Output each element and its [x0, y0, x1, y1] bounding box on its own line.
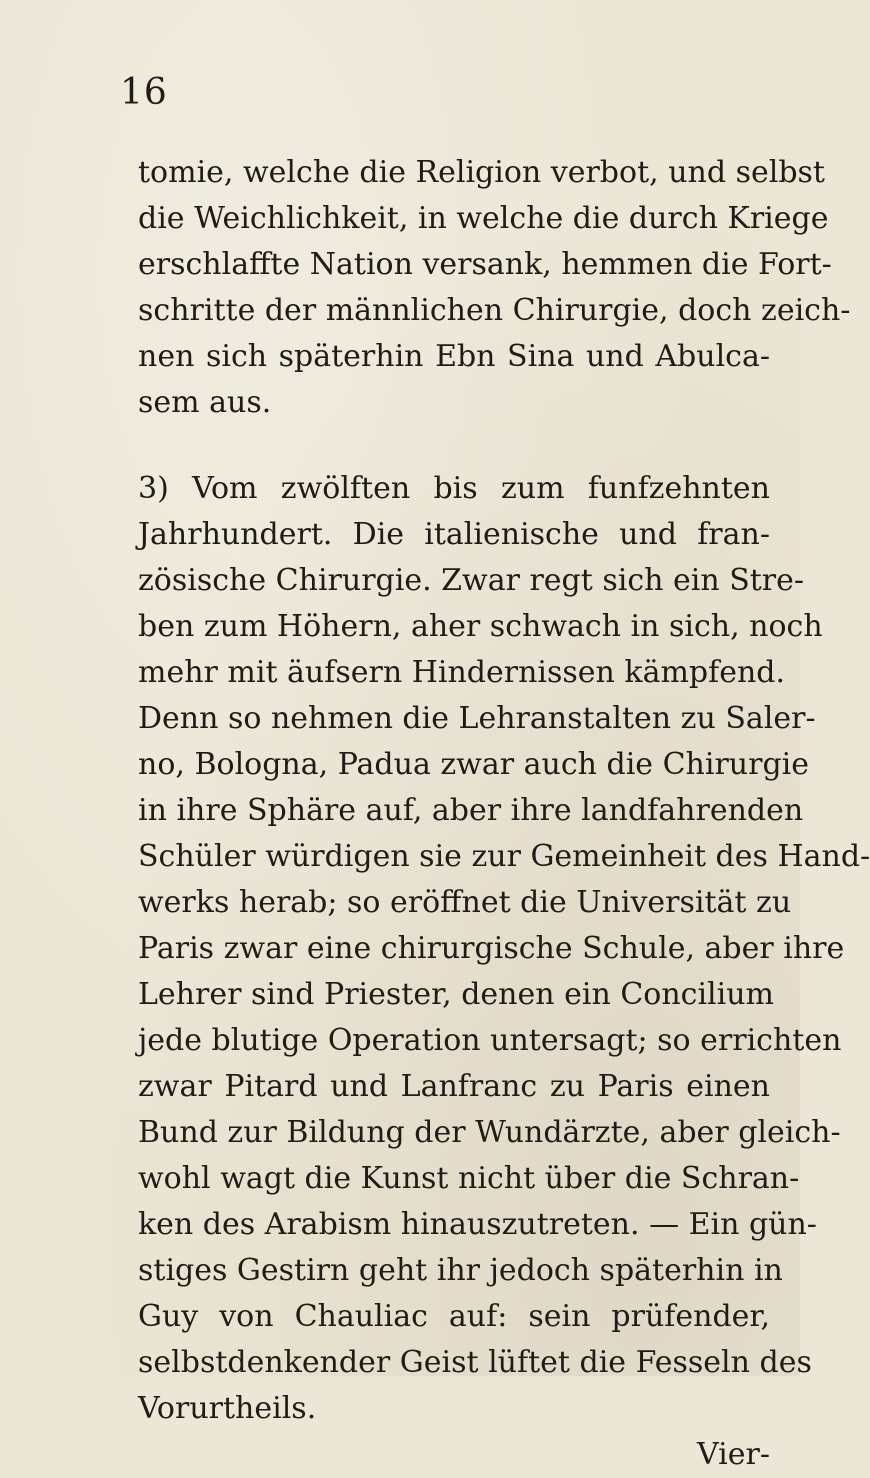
text-line: Vorurtheils. — [138, 1391, 317, 1426]
text-line: ken des Arabism hinauszutreten. — Ein gün- — [138, 1207, 817, 1242]
text-line: Guy von Chauliac auf: sein prüfender, — [138, 1299, 770, 1334]
text-line: Schüler würdigen sie zur Gemeinheit des Hand- — [138, 839, 870, 874]
text-line: mehr mit äufsern Hindernissen kämpfend. — [138, 655, 786, 690]
text-line: ben zum Höhern, aher schwach in sich, noch — [138, 609, 823, 644]
text-line: sem aus. — [138, 385, 272, 420]
text-line: wohl wagt die Kunst nicht über die Schran- — [138, 1161, 800, 1196]
text-line: tomie, welche die Religion verbot, und selbst — [138, 155, 825, 190]
text-line: in ihre Sphäre auf, aber ihre landfahrenden — [138, 793, 804, 828]
text-line: nen sich späterhin Ebn Sina und Abulca- — [138, 339, 770, 374]
text-line: Jahrhundert. Die italienische und fran- — [138, 517, 770, 552]
text-line: stiges Gestirn geht ihr jedoch späterhin in — [138, 1253, 783, 1288]
paragraph-1 — [138, 150, 851, 426]
text-line: Bund zur Bildung der Wundärzte, aber gleich- — [138, 1115, 841, 1150]
text-line: selbstdenkender Geist lüftet die Fesseln des — [138, 1345, 812, 1380]
paragraph-gap — [138, 426, 770, 466]
text-line: no, Bologna, Padua zwar auch die Chirurgie — [138, 747, 810, 782]
text-line: Denn so nehmen die Lehranstalten zu Saler- — [138, 701, 816, 736]
text-line: die Weichlichkeit, in welche die durch Kriege — [138, 201, 829, 236]
text-line: 3) Vom zwölften bis zum funfzehnten — [138, 471, 770, 506]
text-line: werks herab; so eröffnet die Universität zu — [138, 885, 792, 920]
text-line: jede blutige Operation untersagt; so errichten — [138, 1023, 842, 1058]
text-line: zösische Chirurgie. Zwar regt sich ein Stre- — [138, 563, 805, 598]
catchword: Vier- — [697, 1437, 770, 1472]
text-line: schritte der männlichen Chirurgie, doch zeich- — [138, 293, 851, 328]
text-line: Paris zwar eine chirurgische Schule, aber ihre — [138, 931, 845, 966]
text-line: Lehrer sind Priester, denen ein Concilium — [138, 977, 775, 1012]
paragraph-2 — [138, 466, 870, 1432]
page-number: 16 — [120, 72, 168, 113]
text-line: erschlaffte Nation versank, hemmen die Fort- — [138, 247, 832, 282]
text-line: zwar Pitard und Lanfranc zu Paris einen — [138, 1069, 770, 1104]
text-block — [138, 150, 870, 1478]
